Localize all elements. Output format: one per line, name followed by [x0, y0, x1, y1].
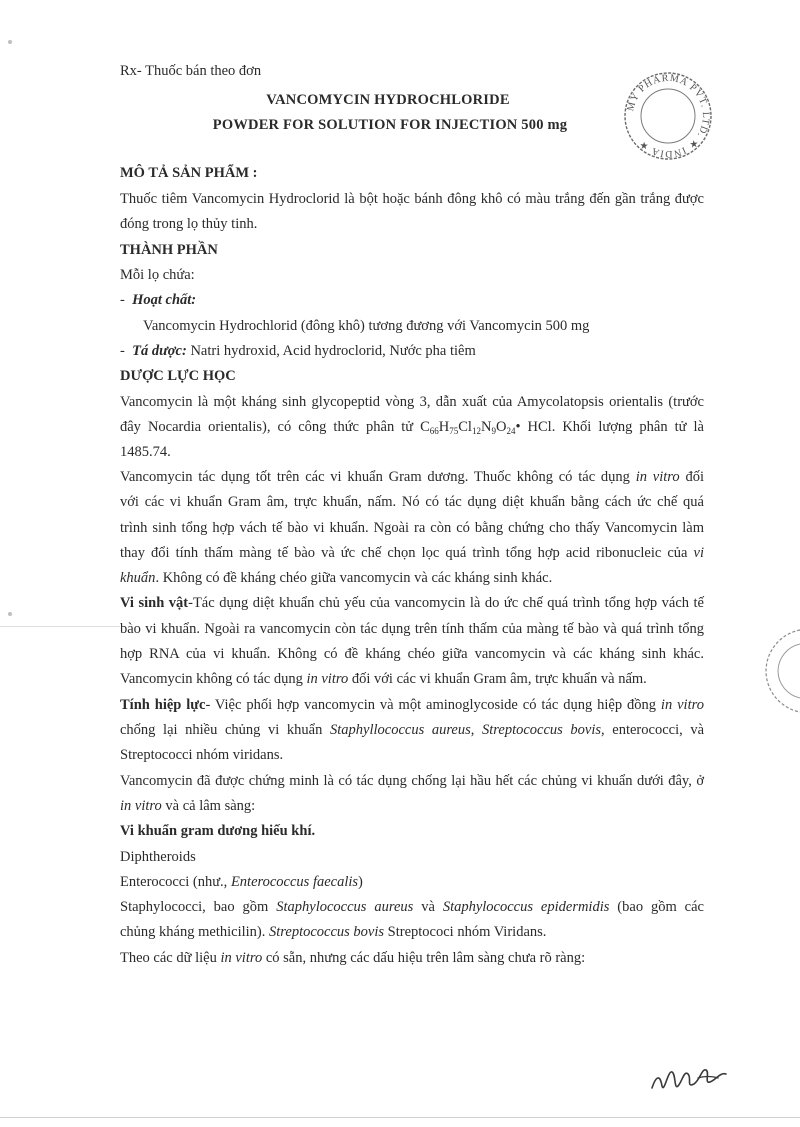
active-ingredient-label-row — [120, 292, 196, 309]
excipients-row — [120, 343, 476, 360]
italic-term: vi — [693, 545, 704, 561]
text-segment: , enterococci, và — [601, 722, 705, 738]
formula-subscript: 24 — [506, 426, 516, 436]
staphylococci-line-2 — [120, 924, 546, 941]
pharmacodynamics-p2-line-5 — [120, 570, 552, 587]
dash-bullet: - — [120, 292, 133, 308]
synergy-label: Tính hiệp lực — [120, 697, 206, 713]
handwritten-signature — [648, 1062, 730, 1096]
enterococci-item — [120, 874, 363, 891]
microbiology-line-4 — [120, 671, 647, 688]
excipients-label: Tá dược: — [132, 343, 187, 359]
pharmacodynamics-p1-line-3: 1485.74. — [120, 444, 171, 460]
text-segment: Enterococci (như., — [120, 874, 231, 890]
microbiology-line-3: hợp RNA của vi khuẩn. Không có đề kháng chéo giữa vancomycin và các kháng sinh khác. — [120, 646, 704, 662]
italic-term: khuẩn — [120, 570, 156, 586]
text-segment: và — [413, 899, 443, 915]
formula-element: Cl — [458, 419, 472, 435]
text-segment: - Việc phối hợp vancomycin và một aminoglycoside có tác dụng hiệp đồng — [205, 697, 661, 713]
formula-subscript: 9 — [491, 426, 496, 436]
formula-subscript: 12 — [471, 426, 481, 436]
formula-element: O — [495, 419, 507, 435]
formula-subscript: 75 — [449, 426, 459, 436]
synergy-line-2 — [120, 722, 704, 739]
active-ingredient-label: Hoạt chất: — [132, 292, 197, 308]
italic-term: in vitro — [635, 469, 680, 485]
italic-term: in vitro — [660, 697, 704, 713]
text-segment: có sẵn, nhưng các dấu hiệu trên lâm sàng chưa rõ ràng: — [262, 950, 586, 966]
pharmacodynamics-p1-line-2 — [120, 419, 704, 436]
italic-term: in vitro — [220, 950, 263, 966]
text-segment: và cả lâm sàng: — [161, 798, 256, 814]
scan-artifact-dot — [8, 612, 12, 616]
scan-artifact-line — [0, 626, 120, 627]
text-segment: ) — [358, 874, 363, 890]
text-segment: Theo các dữ liệu — [120, 950, 221, 966]
text-segment: Streptococi nhóm Viridans. — [384, 924, 547, 940]
pharmacodynamics-p2-line-1 — [120, 469, 704, 486]
diphtheroids-item: Diphtheroids — [120, 849, 196, 865]
italic-term: Enterococcus faecalis — [230, 874, 359, 890]
italic-term: Staphylococcus aureus — [276, 899, 414, 915]
active-ingredient-value: Vancomycin Hydrochlorid (đông khô) tương đương với Vancomycin 500 mg — [143, 318, 590, 334]
microbiology-label: Vi sinh vật — [120, 595, 189, 611]
product-subtitle: POWDER FOR SOLUTION FOR INJECTION 500 mg — [212, 117, 568, 133]
text-segment: . Không có đề kháng chéo giữa vancomycin và các kháng sinh khác. — [155, 570, 553, 586]
pharmacodynamics-p2-line-4 — [120, 545, 704, 562]
each-vial-label: Mỗi lọ chứa: — [120, 267, 195, 283]
synergy-line-1 — [120, 697, 704, 714]
activity-line-1: Vancomycin đã được chứng minh là có tác dụng chống lại hầu hết các chủng vi khuẩn dưới đây, ở — [120, 773, 704, 789]
formula-element: N — [480, 419, 492, 435]
formula-element: H — [438, 419, 450, 435]
text-segment: đối — [679, 469, 704, 485]
prescription-note: Rx- Thuốc bán theo đơn — [120, 63, 262, 79]
italic-term: Staphyllococcus aureus — [329, 722, 471, 738]
pharmacodynamics-p1-line-1: Vancomycin là một kháng sinh glycopeptid vòng 3, dẫn xuất của Amycolatopsis orientalis (trước — [120, 394, 704, 410]
company-stamp — [622, 70, 714, 162]
text-segment: -Tác dụng diệt khuẩn chủ yếu của vancomycin là do ức chế quá trình tổng hợp vách tế — [188, 595, 704, 611]
text-segment: , — [470, 722, 483, 738]
italic-term: in vitro — [120, 798, 162, 814]
text-segment: Vancomycin tác dụng tốt trên các vi khuẩn Gram dương. Thuốc không có tác dụng — [120, 469, 636, 485]
text-segment: • HCl. Khối lượng phân tử là — [515, 419, 704, 435]
description-heading: MÔ TẢ SẢN PHẨM : — [120, 165, 258, 181]
italic-term: Streptococcus bovis — [269, 924, 385, 940]
dash-bullet: - — [120, 343, 133, 359]
text-segment: Staphylococci, bao gồm — [120, 899, 277, 915]
text-segment: đây Nocardia orientalis), có công thức phân tử C — [120, 419, 430, 435]
product-title: VANCOMYCIN HYDROCHLORIDE — [266, 92, 510, 108]
microbiology-line-1 — [120, 595, 704, 612]
italic-term: in vitro — [306, 671, 349, 687]
pharmacodynamics-p2-line-2: với các vi khuẩn Gram âm, trực khuẩn, nấm. Nó có tác dụng diệt khuẩn bằng cách ức chế quá — [120, 494, 704, 510]
formula-subscript: 66 — [429, 426, 439, 436]
description-line-1: Thuốc tiêm Vancomycin Hydroclorid là bột hoặc bánh đông khô có màu trắng đến gần trắng được — [120, 191, 704, 207]
pharmacodynamics-heading: DƯỢC LỰC HỌC — [120, 368, 236, 384]
text-segment: thay đổi tính thấm màng tế bào và ức chế chọn lọc quá trình tổng hợp acid ribonucleic của — [120, 545, 694, 561]
italic-term: Streptococcus bovis — [482, 722, 602, 738]
text-segment: Vancomycin không có tác dụng — [120, 671, 307, 687]
text-segment: đối với các vi khuẩn Gram âm, trực khuẩn và nấm. — [348, 671, 647, 687]
pharmacodynamics-p2-line-3: trình sinh tổng hợp vách tế bào vi khuẩn. Ngoài ra còn có bằng chứng cho thấy Vancomycin làm — [120, 520, 704, 536]
composition-heading: THÀNH PHẦN — [120, 242, 218, 258]
partial-stamp-mark — [756, 626, 800, 716]
microbiology-line-2: bào vi khuẩn. Ngoài ra vancomycin còn tác dụng trên tính thấm của màng tế bào và quá trình tổng — [120, 621, 704, 637]
description-line-2: đóng trong lọ thủy tinh. — [120, 216, 258, 232]
in-vitro-data-line — [120, 950, 585, 967]
page-bottom-edge — [0, 1117, 800, 1118]
text-segment: chống lại nhiều chủng vi khuẩn — [120, 722, 330, 738]
activity-line-2 — [120, 798, 255, 815]
excipients-value: Natri hydroxid, Acid hydroclorid, Nước pha tiêm — [186, 343, 476, 359]
svg-text:MY PHARMA PVT. LTD. ★ INDIA ★: MY PHARMA PVT. LTD. ★ INDIA ★ — [625, 72, 712, 160]
staphylococci-line-1 — [120, 899, 704, 916]
text-segment: chủng kháng methicilin). — [120, 924, 269, 940]
synergy-line-3: Streptococci nhóm viridans. — [120, 747, 284, 763]
text-segment: (bao gồm các — [609, 899, 704, 915]
scan-artifact-dot — [8, 40, 12, 44]
aerobic-gram-positive-heading: Vi khuẩn gram dương hiếu khí. — [120, 823, 316, 839]
italic-term: Staphylococcus epidermidis — [442, 899, 610, 915]
